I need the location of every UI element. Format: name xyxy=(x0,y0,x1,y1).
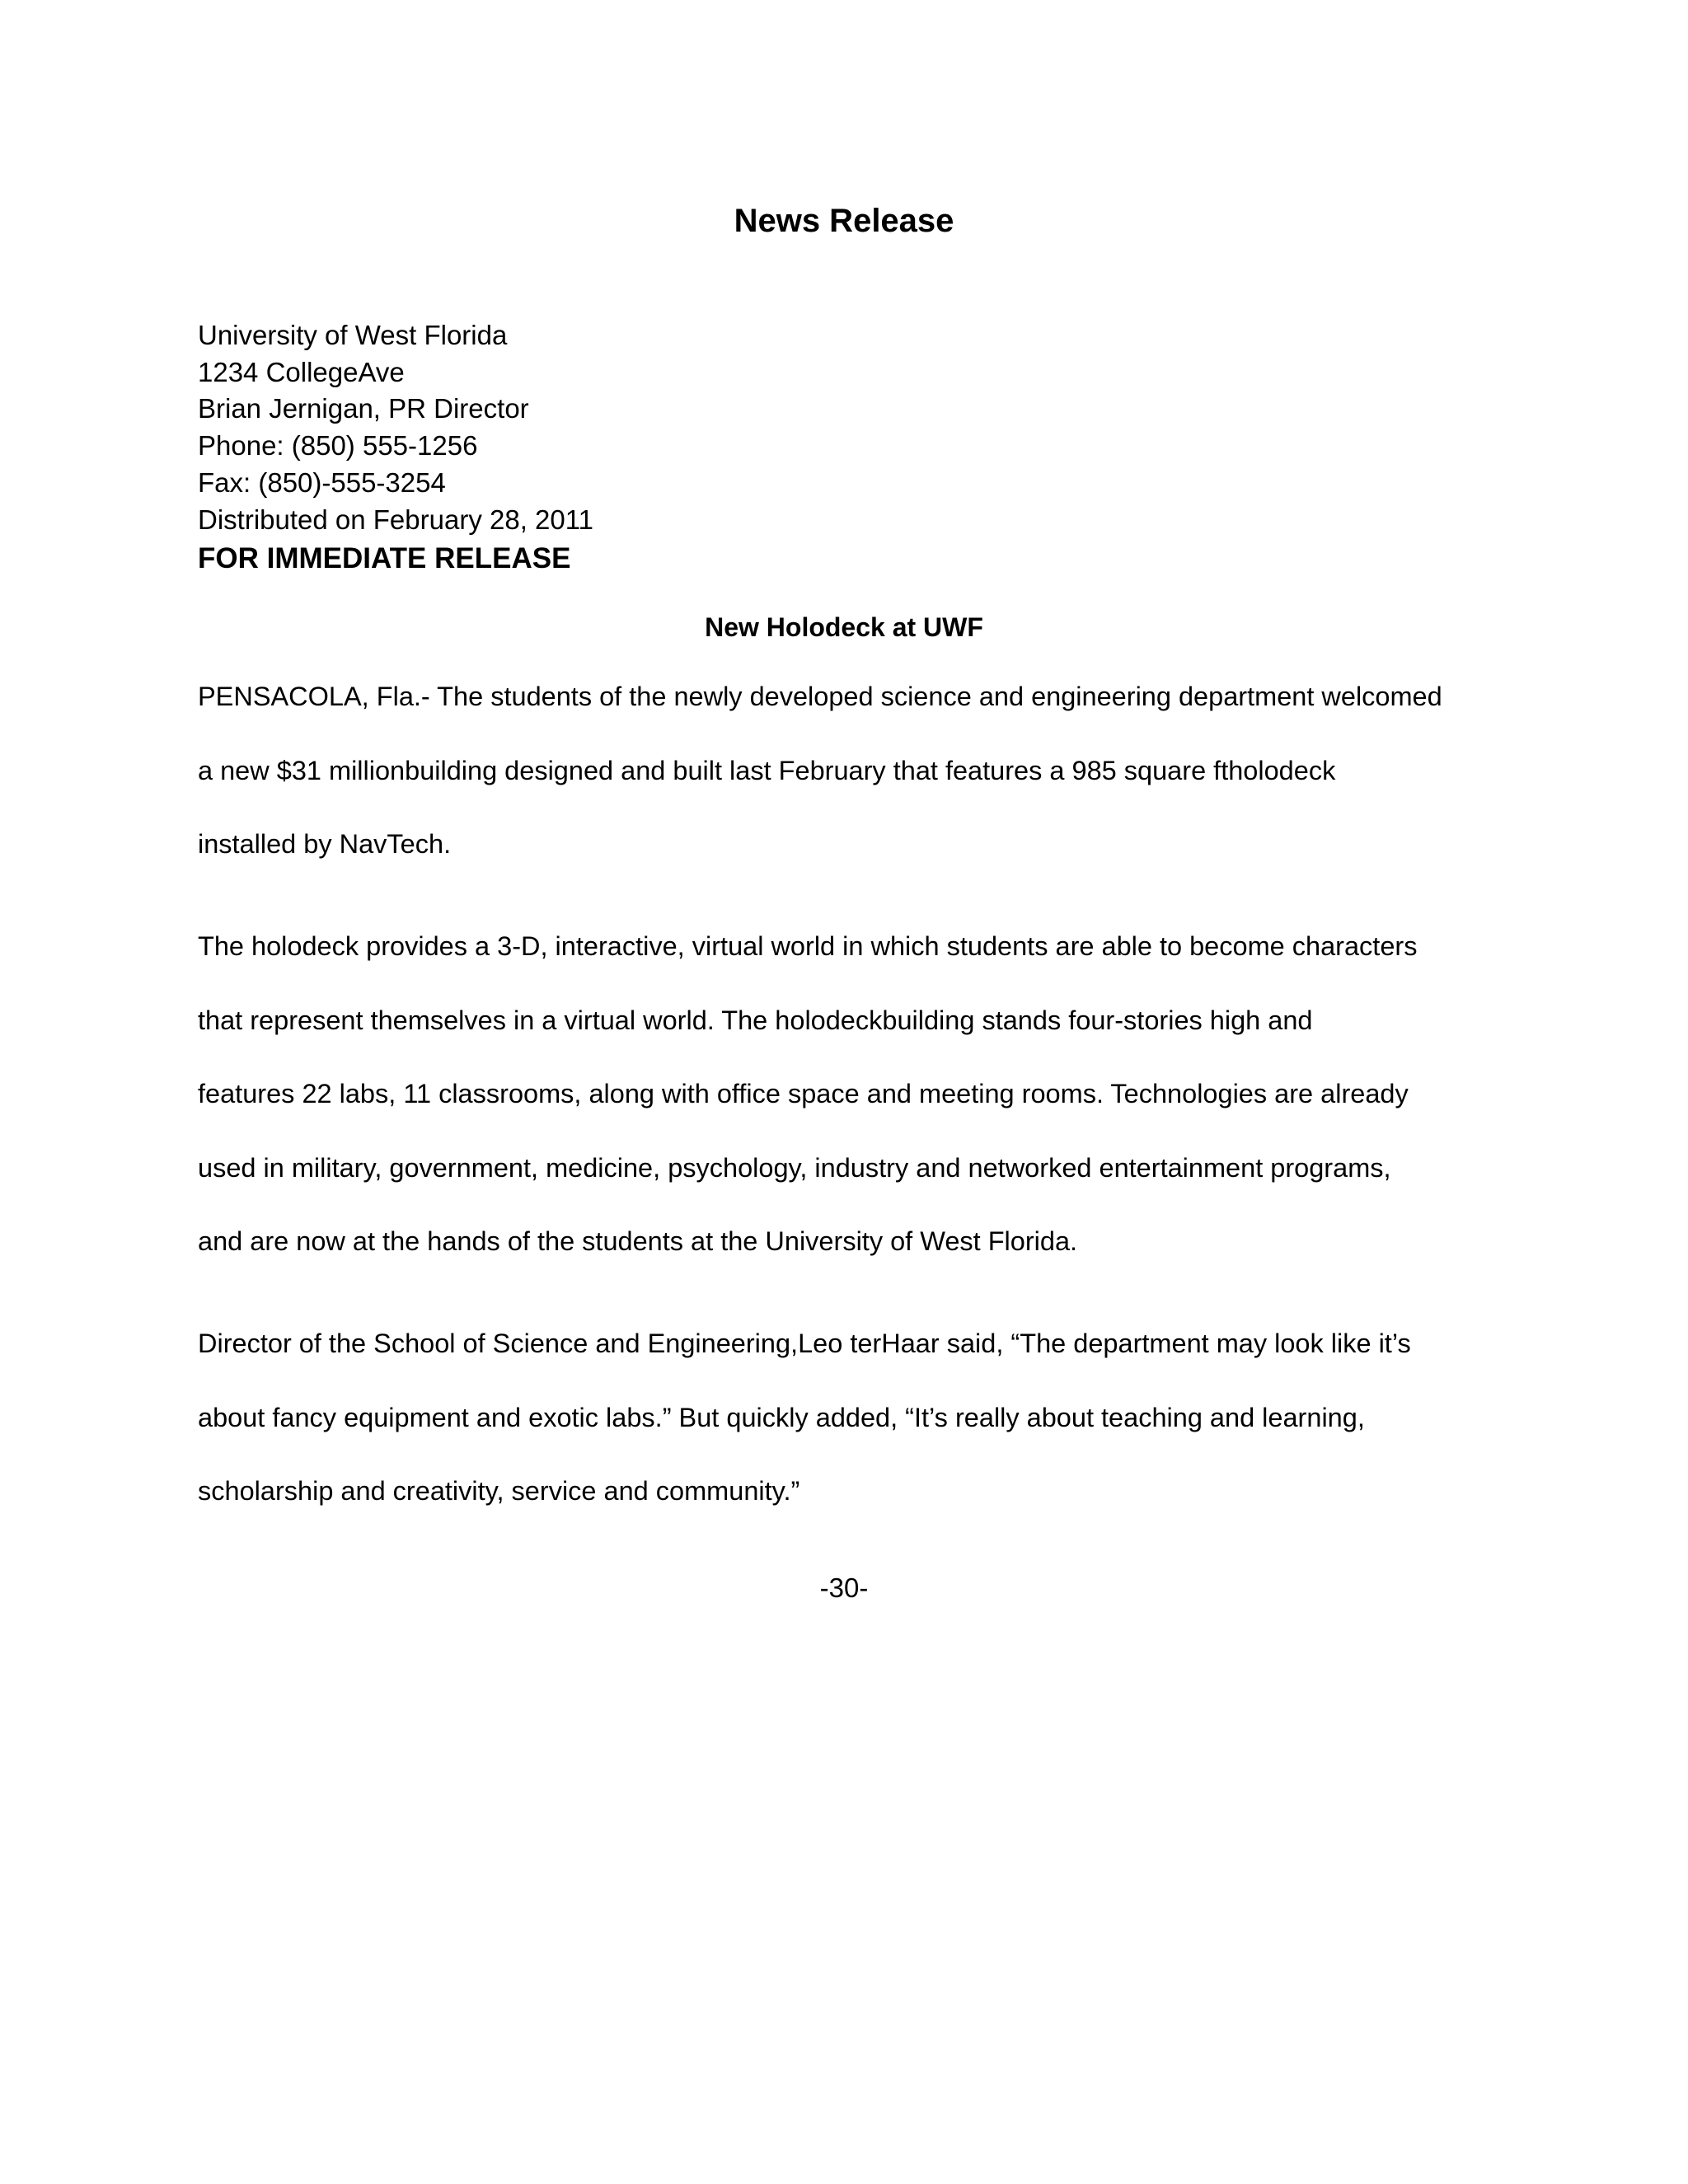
body-paragraph-3 xyxy=(198,1307,1500,1529)
paragraph-line: installed by NavTech. xyxy=(198,829,452,859)
contact-person: Brian Jernigan, PR Director xyxy=(198,393,529,424)
paragraph-line: used in military, government, medicine, psychology, industry and networked entertainment programs, xyxy=(198,1152,1391,1183)
contact-phone: Phone: (850) 555-1256 xyxy=(198,430,478,462)
end-mark: -30- xyxy=(819,1572,869,1603)
paragraph-line: PENSACOLA, Fla.- The students of the newly developed science and engineering department welcomed xyxy=(198,682,1442,711)
contact-organization: University of West Florida xyxy=(198,320,508,350)
release-label: FOR IMMEDIATE RELEASE xyxy=(198,542,571,574)
distribution-date: Distributed on February 28, 2011 xyxy=(198,504,593,535)
paragraph-line: that represent themselves in a virtual world. The holodeckbuilding stands four-stories high and xyxy=(198,1005,1313,1035)
paragraph-line: The holodeck provides a 3-D, interactive, virtual world in which students are able to become characters xyxy=(198,931,1418,961)
contact-fax: Fax: (850)-555-3254 xyxy=(198,466,446,498)
page-title: News Release xyxy=(734,203,954,239)
contact-address: 1234 CollegeAve xyxy=(198,356,405,387)
paragraph-line: a new $31 millionbuilding designed and built last February that features a 985 square ftholodeck xyxy=(198,755,1336,785)
body-paragraph-2 xyxy=(198,910,1500,1279)
paragraph-line: about fancy equipment and exotic labs.” But quickly added, “It’s really about teaching and learning, xyxy=(198,1402,1365,1432)
headline: New Holodeck at UWF xyxy=(705,612,983,642)
paragraph-line: Director of the School of Science and Engineering,Leo terHaar said, “The department may look like it’s xyxy=(198,1329,1411,1358)
contact-block xyxy=(198,317,1434,538)
body-paragraph-1 xyxy=(198,660,1500,882)
paragraph-line: features 22 labs, 11 classrooms, along with office space and meeting rooms. Technologies are already xyxy=(198,1079,1409,1108)
paragraph-line: scholarship and creativity, service and community.” xyxy=(198,1476,800,1506)
paragraph-line: and are now at the hands of the students at the University of West Florida. xyxy=(198,1226,1078,1256)
